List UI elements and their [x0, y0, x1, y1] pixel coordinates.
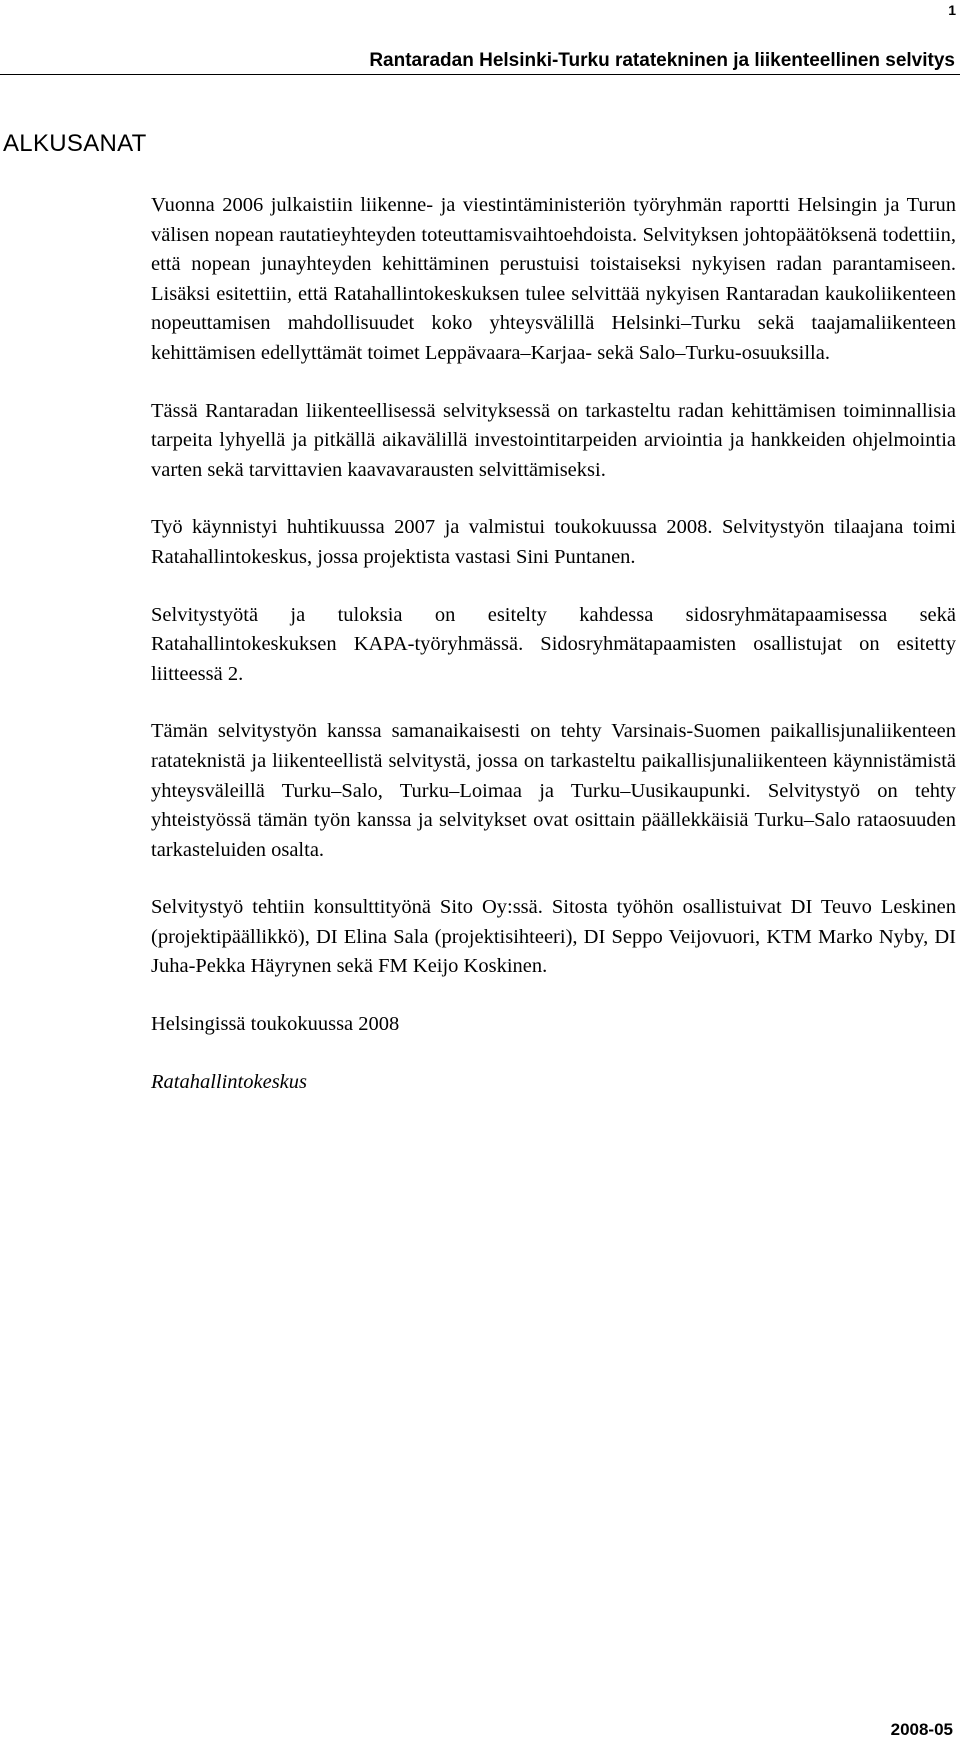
signature-place-date: Helsingissä toukokuussa 2008	[151, 1013, 400, 1036]
header-divider	[0, 74, 960, 75]
running-header-title: Rantaradan Helsinki-Turku ratatekninen ja liikenteellinen selvitys	[369, 50, 955, 71]
paragraph-scope: Tässä Rantaradan liikenteellisessä selvityksessä on tarkasteltu radan kehittämisen toiminnallisia tarpeita lyhyellä ja pitkällä aikavälillä investointitarpeiden arviointia ja hankkeiden ohjelmointia varten sekä tarvittavien kaavavarausten selvittämiseksi.	[151, 399, 956, 481]
signature-block	[151, 1010, 956, 1097]
signature-organization: Ratahallintokeskus	[151, 1070, 308, 1093]
section-heading: ALKUSANAT	[3, 130, 147, 157]
paragraph-stakeholders: Selvitystyötä ja tuloksia on esitelty kahdessa sidosryhmätapaamisessa sekä Ratahallintokeskuksen KAPA-työryhmässä. Sidosryhmätapaamisten osallistujat on esitetty liitteessä 2.	[151, 603, 956, 685]
paragraph-background: Vuonna 2006 julkaistiin liikenne- ja viestintäministeriön työryhmän raportti Helsingin ja Turun välisen nopean rautatieyhteyden toteuttamisvaihtoehdoista. Selvityksen johtopäätöksenä todettiin, että nopean junayhteyden kehittäminen perustuisi toistaiseksi nykyisen radan parantamiseen. Lisäksi esitettiin, että Ratahallintokeskuksen tulee selvittää nykyisen Rantaradan kaukoliikenteen nopeuttamisen mahdollisuudet koko yhteysvälillä Helsinki–Turku sekä taajamaliikenteen kehittämisen edellyttämät toimet Leppävaara–Karjaa- sekä Salo–Turku-osuuksilla.	[151, 194, 956, 364]
paragraph-consultants: Selvitystyö tehtiin konsulttityönä Sito Oy:ssä. Sitosta työhön osallistuivat DI Teuvo Leskinen (projektipäällikkö), DI Elina Sala (projektisihteeri), DI Seppo Veijovuori, KTM Marko Nyby, DI Juha-Pekka Häyrynen sekä FM Keijo Koskinen.	[151, 896, 956, 978]
page-number: 1	[948, 2, 956, 18]
paragraph-schedule: Työ käynnistyi huhtikuussa 2007 ja valmistui toukokuussa 2008. Selvitystyön tilaajana toimi Ratahallintokeskus, jossa projektista vastasi Sini Puntanen.	[151, 516, 956, 568]
paragraph-related-study: Tämän selvitystyön kanssa samanaikaisesti on tehty Varsinais-Suomen paikallisjunaliikenteen ratateknistä ja liikenteellistä selvitystä, jossa on tarkasteltu paikallisjunaliikenteen käynnistämistä yhteysväleillä Turku–Salo, Turku–Loimaa ja Turku–Uusikaupunki. Selvitystyö on tehty yhteistyössä tämän työn kanssa ja selvitykset ovat osittain päällekkäisiä Turku–Salo rataosuuden tarkasteluiden osalta.	[151, 720, 956, 861]
footer-document-code: 2008-05	[890, 1720, 953, 1739]
foreword-body	[151, 191, 956, 1125]
